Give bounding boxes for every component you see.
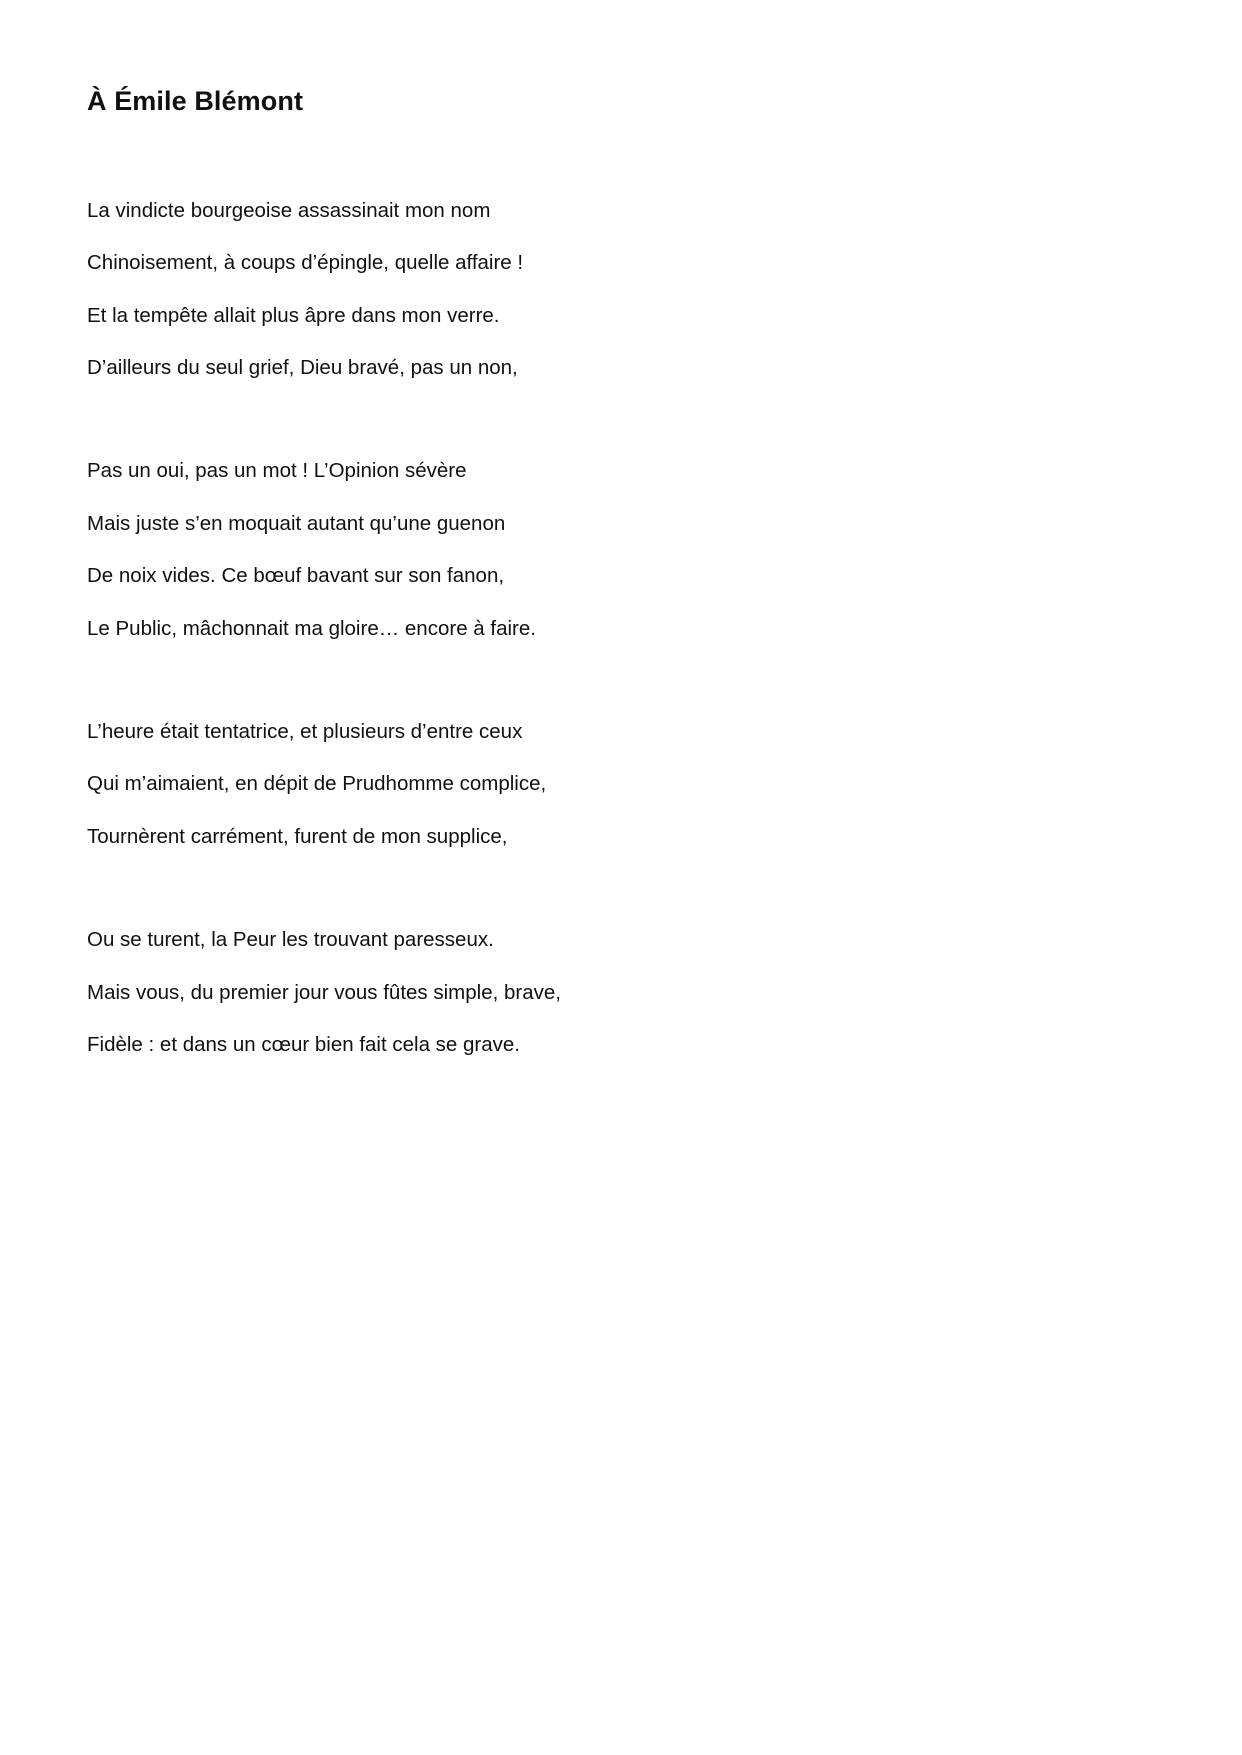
verse-line: La vindicte bourgeoise assassinait mon nom	[87, 199, 491, 222]
verse-line: Tournèrent carrément, furent de mon supplice,	[87, 825, 508, 848]
verse-line: De noix vides. Ce bœuf bavant sur son fanon,	[87, 564, 505, 587]
verse-line: Mais vous, du premier jour vous fûtes simple, brave,	[87, 981, 561, 1004]
verse-line: L’heure était tentatrice, et plusieurs d’entre ceux	[87, 720, 523, 743]
verse-line: Mais juste s’en moquait autant qu’une guenon	[87, 512, 506, 535]
verse-line: Pas un oui, pas un mot ! L’Opinion sévère	[87, 459, 467, 482]
verse-line: Chinoisement, à coups d’épingle, quelle affaire !	[87, 251, 524, 274]
verse-line: Qui m’aimaient, en dépit de Prudhomme complice,	[87, 772, 547, 795]
verse-line: Le Public, mâchonnait ma gloire… encore à faire.	[87, 617, 536, 640]
verse-line: Ou se turent, la Peur les trouvant paresseux.	[87, 928, 494, 951]
poem-title: À Émile Blémont	[87, 86, 304, 116]
verse-line: Fidèle : et dans un cœur bien fait cela se grave.	[87, 1033, 521, 1056]
verse-line: D’ailleurs du seul grief, Dieu bravé, pas un non,	[87, 356, 518, 379]
verse-line: Et la tempête allait plus âpre dans mon verre.	[87, 304, 500, 327]
